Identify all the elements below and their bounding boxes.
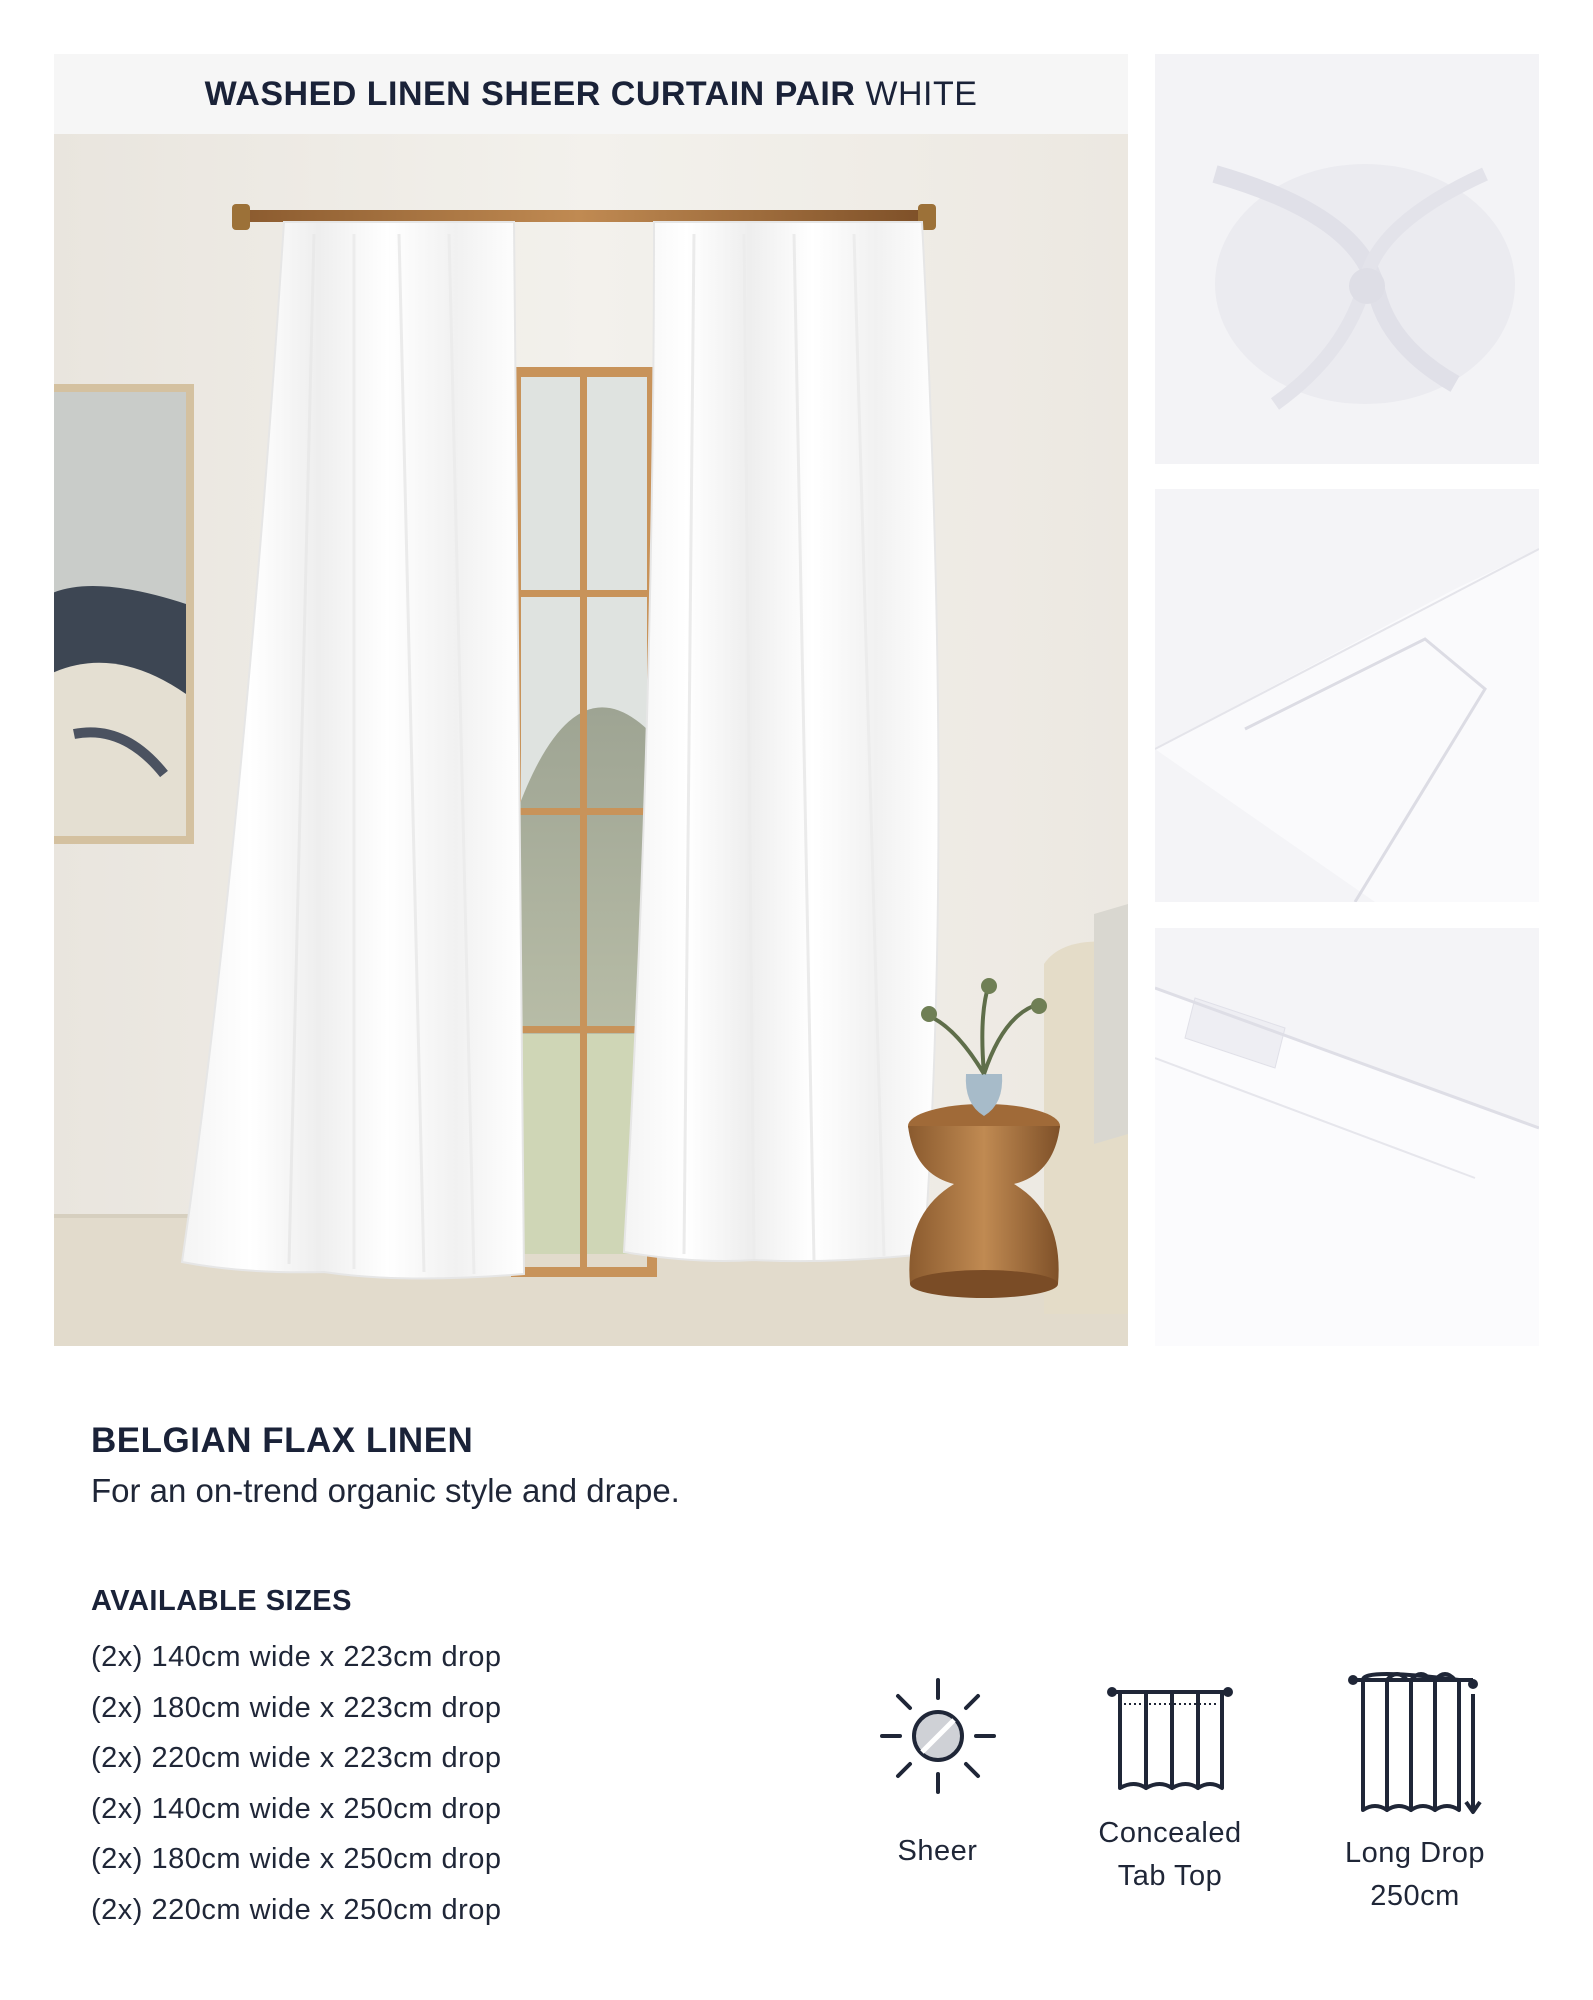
sun-icon — [878, 1676, 998, 1796]
size-item: (2x) 220cm wide x 250cm drop — [91, 1893, 502, 1926]
size-list — [91, 1632, 502, 1935]
feature-long-drop-label-line2: 250cm — [1370, 1880, 1460, 1912]
hero-title-bar — [54, 54, 1128, 134]
curtain-room-scene — [54, 134, 1128, 1346]
feature-concealed-tab-top — [1070, 1676, 1270, 1898]
hero-product-photo — [54, 54, 1128, 1346]
sizes-heading: AVAILABLE SIZES — [91, 1585, 352, 1617]
fabric-swirl-swatch — [1155, 54, 1539, 464]
tab-top-curtain-icon — [1100, 1676, 1240, 1796]
size-item: (2x) 180cm wide x 250cm drop — [91, 1843, 502, 1875]
fabric-fold-swatch — [1155, 489, 1539, 902]
long-drop-curtain-icon — [1345, 1660, 1485, 1820]
feature-long-drop — [1310, 1660, 1520, 1918]
size-item: (2x) 180cm wide x 223cm drop — [91, 1691, 502, 1724]
feature-tab-top-label-line2: Tab Top — [1117, 1860, 1223, 1892]
size-item: (2x) 140cm wide x 223cm drop — [91, 1641, 502, 1673]
size-item: (2x) 140cm wide x 250cm drop — [91, 1792, 502, 1825]
fabric-description: For an on-trend organic style and drape. — [91, 1472, 680, 1509]
size-item: (2x) 220cm wide x 223cm drop — [91, 1742, 502, 1774]
product-title-name: WASHED LINEN SHEER CURTAIN PAIR — [204, 74, 856, 113]
product-title — [205, 75, 978, 114]
fabric-heading: BELGIAN FLAX LINEN — [91, 1421, 474, 1460]
feature-sheer-label: Sheer — [897, 1835, 978, 1867]
fabric-tab-top-swatch — [1155, 928, 1539, 1346]
feature-long-drop-label-line1: Long Drop — [1345, 1837, 1485, 1869]
product-title-colour: WHITE — [865, 74, 978, 113]
feature-tab-top-label-line1: Concealed — [1098, 1817, 1242, 1849]
feature-sheer — [870, 1676, 1005, 1873]
